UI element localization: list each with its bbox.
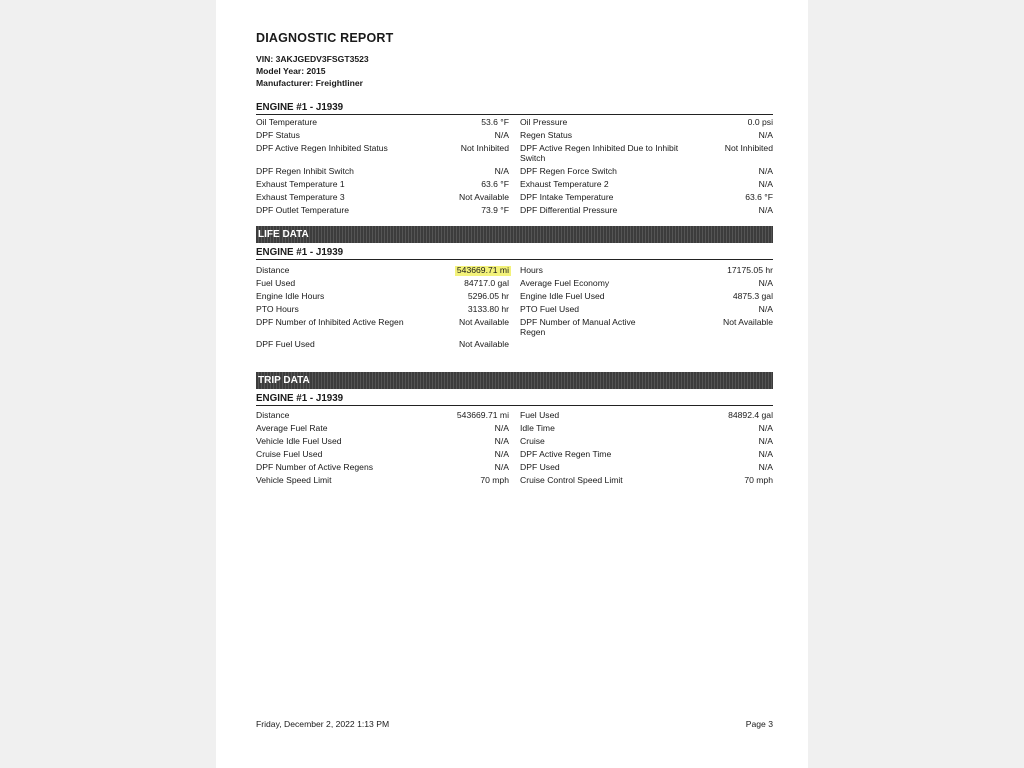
row-label: DPF Number of Active Regens (256, 462, 374, 472)
row-label: DPF Number of Inhibited Active Regen (256, 317, 404, 327)
report-title: DIAGNOSTIC REPORT (256, 31, 394, 45)
row-label: Average Fuel Economy (520, 278, 610, 288)
row-value: 0.0 psi (747, 117, 773, 127)
row-label: DPF Intake Temperature (520, 192, 614, 202)
row-value: 63.6 °F (745, 192, 773, 202)
row-label: Exhaust Temperature 1 (256, 179, 345, 189)
row-label: Oil Temperature (256, 117, 317, 127)
row-value: N/A (758, 449, 773, 459)
row-label: DPF Active Regen Inhibited Status (256, 143, 388, 153)
row-value: Not Available (458, 192, 509, 202)
row-value: 84892.4 gal (728, 410, 773, 420)
row-label: Fuel Used (520, 410, 560, 420)
row-value: N/A (758, 278, 773, 288)
row-value: N/A (758, 423, 773, 433)
row-value: 84717.0 gal (464, 278, 509, 288)
life-engine-heading: ENGINE #1 - J1939 (256, 247, 773, 260)
engine-heading: ENGINE #1 - J1939 (256, 102, 773, 115)
row-label: Oil Pressure (520, 117, 568, 127)
row-label: DPF Outlet Temperature (256, 205, 349, 215)
row-value: 5296.05 hr (467, 291, 509, 301)
trip-data-bar: TRIP DATA (256, 372, 773, 389)
row-value: Not Inhibited (724, 143, 773, 153)
row-label: Exhaust Temperature 2 (520, 179, 609, 189)
row-label: Idle Time (520, 423, 555, 433)
row-label: PTO Hours (256, 304, 299, 314)
row-value: 63.6 °F (481, 179, 509, 189)
row-label: Vehicle Speed Limit (256, 475, 332, 485)
row-label: DPF Active Regen Time (520, 449, 612, 459)
row-value: 4875.3 gal (732, 291, 773, 301)
row-value: N/A (758, 130, 773, 140)
row-value: N/A (494, 449, 509, 459)
vin: VIN: 3AKJGEDV3FSGT3523 (256, 54, 369, 64)
row-value: Not Available (458, 339, 509, 349)
row-label: Cruise (520, 436, 545, 446)
row-value: N/A (758, 436, 773, 446)
row-label: Distance (256, 410, 290, 420)
model-year: Model Year: 2015 (256, 66, 326, 76)
trip-engine-heading: ENGINE #1 - J1939 (256, 393, 773, 406)
row-label: DPF Active Regen Inhibited Due to Inhibit Switch (520, 143, 679, 163)
row-value: N/A (758, 179, 773, 189)
row-value: Not Available (458, 317, 509, 327)
row-value: N/A (758, 462, 773, 472)
row-label: Exhaust Temperature 3 (256, 192, 345, 202)
row-label: Regen Status (520, 130, 573, 140)
row-value: N/A (758, 304, 773, 314)
row-value: 70 mph (744, 475, 773, 485)
highlighted-distance-value: 543669.71 mi (456, 265, 509, 275)
row-value: Not Inhibited (460, 143, 509, 153)
row-value: N/A (494, 423, 509, 433)
row-label: DPF Differential Pressure (520, 205, 618, 215)
row-value: N/A (758, 166, 773, 176)
row-value: 3133.80 hr (467, 304, 509, 314)
footer-timestamp: Friday, December 2, 2022 1:13 PM (256, 719, 390, 729)
manufacturer: Manufacturer: Freightliner (256, 78, 363, 88)
row-label: DPF Regen Force Switch (520, 166, 617, 176)
row-label: PTO Fuel Used (520, 304, 580, 314)
report-page (216, 0, 808, 768)
row-value: 543669.71 mi (456, 410, 509, 420)
row-value: Not Available (722, 317, 773, 327)
row-label: Hours (520, 265, 543, 275)
row-value: N/A (494, 436, 509, 446)
page-number: Page 3 (745, 719, 773, 729)
row-value: N/A (758, 205, 773, 215)
row-value: N/A (494, 462, 509, 472)
row-value: 17175.05 hr (727, 265, 773, 275)
row-label: Fuel Used (256, 278, 296, 288)
row-label: Engine Idle Hours (256, 291, 325, 301)
row-label: DPF Used (520, 462, 560, 472)
row-label: Engine Idle Fuel Used (520, 291, 605, 301)
row-value: N/A (494, 166, 509, 176)
row-value: 53.6 °F (481, 117, 509, 127)
row-value: 70 mph (480, 475, 509, 485)
row-label: Cruise Control Speed Limit (520, 475, 623, 485)
row-label: Cruise Fuel Used (256, 449, 323, 459)
row-label: DPF Status (256, 130, 300, 140)
row-label: Distance (256, 265, 290, 275)
row-value: 73.9 °F (481, 205, 509, 215)
row-label: DPF Number of Manual Active Regen (520, 317, 636, 337)
life-data-bar: LIFE DATA (256, 226, 773, 243)
row-label: DPF Fuel Used (256, 339, 315, 349)
row-label: DPF Regen Inhibit Switch (256, 166, 354, 176)
row-label: Vehicle Idle Fuel Used (256, 436, 342, 446)
row-label: Average Fuel Rate (256, 423, 328, 433)
row-value: N/A (494, 130, 509, 140)
